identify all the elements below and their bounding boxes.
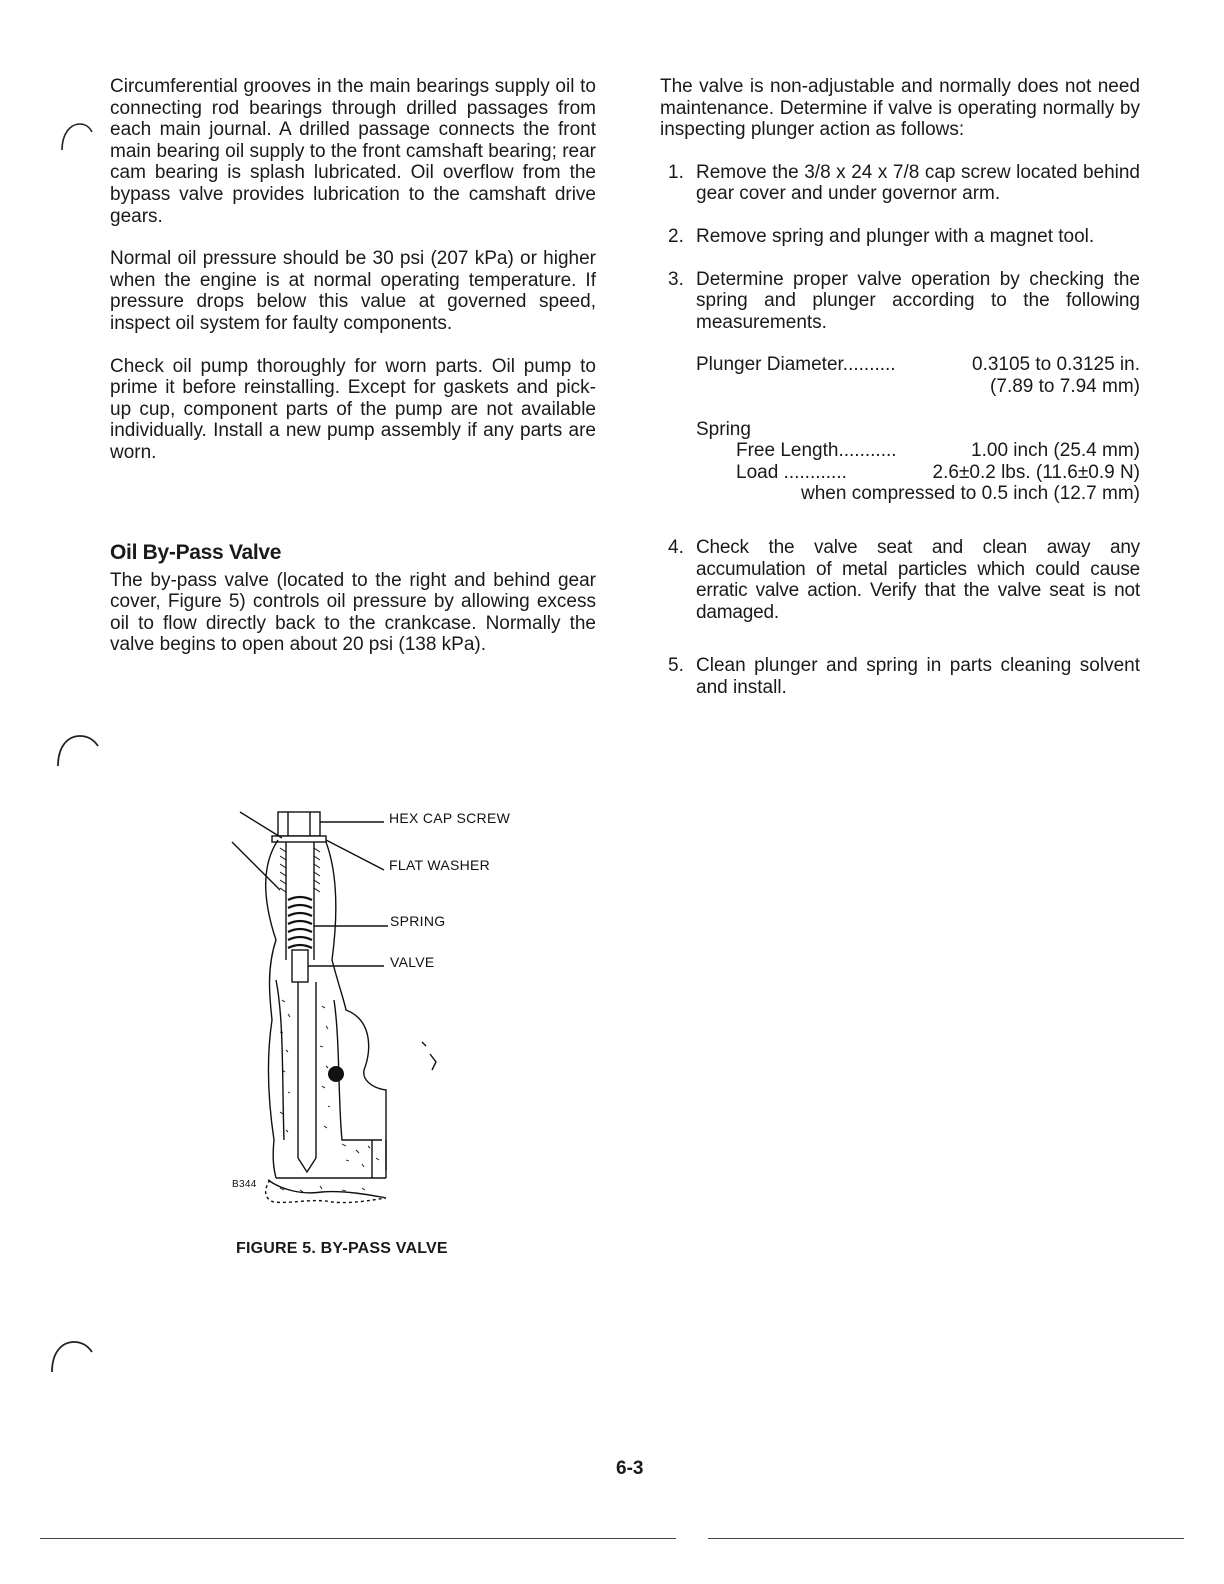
figure-code: B344: [232, 1179, 257, 1190]
left-column: [110, 76, 596, 656]
hex-cap-screw-head: [278, 812, 320, 836]
callout-flat-washer: FLAT WASHER: [389, 857, 491, 873]
paragraph-oil-pressure: Normal oil pressure should be 30 psi (207 kPa) or higher when the engine is at normal operating temperature. If pressure drops below this value at governed speed, inspect oil system for faulty components.: [110, 248, 596, 334]
right-column: [660, 76, 1140, 698]
spring-measurements: [696, 440, 1140, 505]
list-item: [660, 269, 1140, 334]
paragraph-bypass-valve: The by-pass valve (located to the right and behind gear cover, Figure 5) controls oil pressure by allowing excess oil to flow directly back to the crankcase. Normally the valve begins to open about 20 psi (138 kPa).: [110, 569, 596, 656]
plunger-diameter-metric: (7.89 to 7.94 mm): [990, 375, 1140, 397]
paragraph-oil-pump: Check oil pump thoroughly for worn parts. Oil pump to prime it before reinstalling. Except for gaskets and pick-up cup, component parts of the pump are not available individually. Install a new pump assembly if any parts are worn.: [110, 355, 596, 463]
list-item: [660, 655, 1140, 698]
paragraph-bearings: Circumferential grooves in the main bearings supply oil to connecting rod bearings through drilled passages from each main journal. A drilled passage connects the front main bearing oil supply to the front camshaft bearing; rear cam bearing is splash lubricated. Oil overflow from the bypass valve provides lubrication to the camshaft drive gears.: [110, 76, 596, 227]
list-item: [660, 226, 1140, 248]
step-text: Determine proper valve operation by checking the spring and plunger according to the following measurements.: [696, 268, 1140, 333]
callout-spring: SPRING: [390, 913, 446, 929]
binder-hole-mark: [50, 728, 106, 768]
step-number: 1.: [668, 161, 684, 183]
list-item: [660, 537, 1140, 623]
step-text: Remove the 3/8 x 24 x 7/8 cap screw located behind gear cover and under governor arm.: [696, 161, 1140, 205]
binder-hole-mark: [44, 1334, 100, 1374]
step-number: 2.: [668, 225, 684, 247]
binder-hole-mark: [56, 118, 96, 158]
plunger-diameter-row: [696, 354, 1140, 376]
plunger-diameter-value: 0.3105 to 0.3125 in.: [972, 354, 1140, 376]
footer-rule: [40, 1538, 676, 1539]
plunger-diameter-label: Plunger Diameter..........: [696, 354, 896, 376]
step-text: Remove spring and plunger with a magnet tool.: [696, 225, 1095, 247]
load-row: [736, 462, 1140, 484]
spring-coils: [288, 897, 312, 948]
free-length-label: Free Length...........: [736, 440, 897, 462]
load-value: 2.6±0.2 lbs. (11.6±0.9 N): [932, 461, 1140, 483]
bypass-valve-figure: [222, 800, 552, 1240]
casting-texture: [280, 1000, 379, 1192]
valve-plunger: [292, 950, 308, 982]
step-number: 4.: [668, 536, 684, 558]
section-heading-bypass-valve: Oil By-Pass Valve: [110, 540, 282, 564]
step-text: Check the valve seat and clean away any accumulation of metal particles which could cause erratic valve action. Verify that the valve seat is not damaged.: [696, 536, 1140, 623]
oil-dot: [328, 1066, 344, 1082]
list-item: [660, 162, 1140, 205]
footer-rule: [708, 1538, 1184, 1539]
procedure-steps: [660, 162, 1140, 334]
free-length-row: [736, 440, 1140, 462]
paragraph-valve-intro: The valve is non-adjustable and normally does not need maintenance. Determine if valve is operating normally by inspecting plunger action as follows:: [660, 76, 1140, 141]
page-number: 6-3: [616, 1458, 644, 1479]
figure-caption: FIGURE 5. BY-PASS VALVE: [236, 1240, 448, 1257]
free-length-value: 1.00 inch (25.4 mm): [971, 440, 1140, 462]
spring-title: Spring: [696, 418, 751, 440]
step-number: 5.: [668, 655, 684, 677]
bypass-valve-diagram: [222, 800, 552, 1240]
measurements-table: [660, 354, 1140, 505]
load-label: Load ............: [736, 461, 847, 483]
callout-hex-cap-screw: HEX CAP SCREW: [389, 810, 511, 826]
callout-valve: VALVE: [390, 954, 435, 970]
procedure-steps-continued: [660, 537, 1140, 699]
step-text: Clean plunger and spring in parts cleaning solvent and install.: [696, 655, 1140, 698]
load-note: when compressed to 0.5 inch (12.7 mm): [801, 483, 1140, 505]
step-number: 3.: [668, 268, 684, 290]
